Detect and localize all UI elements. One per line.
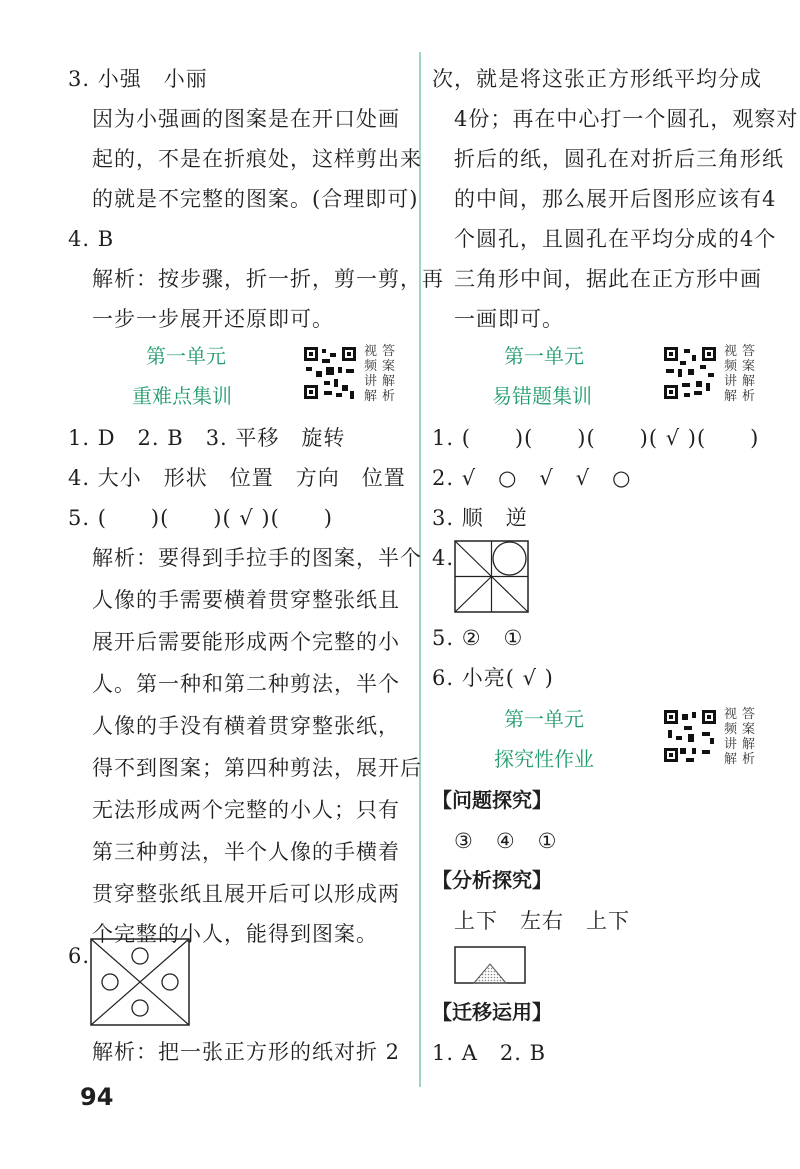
unit-title: 第一单元 [504,707,584,731]
qr-caption: 答 案 解 析 [742,344,756,404]
q6-explanation-cont: 次，就是将这张正方形纸平均分成 [432,67,762,91]
answer-5: 5. ( )( )( √ )( ) [68,506,333,530]
q5-explanation-line: 个完整的小人，能得到图案。 [92,922,378,946]
q5-explanation-line: 人像的手需要横着贯穿整张纸且 [92,588,400,612]
q4-answer: 4. B [68,227,115,251]
q6-explanation-cont: 的中间，那么展开后图形应该有4 [454,187,777,211]
section-answer: 上下 左右 上下 [454,909,630,933]
q6-explanation-cont: 三角形中间，据此在正方形中画 [454,267,762,291]
section-heading: 【迁移运用】 [432,1000,552,1024]
q5-explanation-line: 贯穿整张纸且展开后可以形成两 [92,882,400,906]
grid-figure [454,540,529,613]
q6-explanation-cont: 折后的纸，圆孔在对折后三角形纸 [454,147,784,171]
answer-5: 5. ② ① [432,626,524,650]
answer-6-label: 6. [68,944,91,968]
section-answer: ③ ④ ① [454,829,558,853]
qr-code-icon[interactable] [662,345,718,401]
answer-6: 6. 小亮( √ ) [432,666,554,690]
q6-explanation-cont: 一画即可。 [454,307,564,331]
q6-explanation-cont: 4份；再在中心打一个圆孔，观察对 [454,107,799,131]
q5-explanation-line: 第三种剪法，半个人像的手横着 [92,840,400,864]
q6-explanation-line: 解析：把一张正方形的纸对折 2 [92,1040,401,1064]
section-answer: 1. A 2. B [432,1041,547,1065]
qr-caption: 视 频 讲 解 [724,344,738,404]
page-number: 94 [80,1083,114,1111]
q3-reason-line: 起的，不是在折痕处，这样剪出来 [92,147,422,171]
q3-answer: 3. 小强 小丽 [68,67,208,91]
answer-3: 3. 顺 逆 [432,506,528,530]
answer-4-label: 4. [432,546,455,570]
q5-explanation-line: 无法形成两个完整的小人；只有 [92,798,400,822]
unit-subtitle: 探究性作业 [494,747,594,771]
answers-1-3: 1. D 2. B 3. 平移 旋转 [68,426,346,450]
qr-code-icon[interactable] [302,345,358,401]
qr-caption: 视 频 讲 解 [724,707,738,767]
qr-caption: 视 频 讲 解 [364,344,378,404]
q5-explanation-line: 解析：要得到手拉手的图案，半个 [92,546,422,570]
q4-explanation-line: 一步一步展开还原即可。 [92,307,334,331]
qr-caption: 答 案 解 析 [382,344,396,404]
unit-title: 第一单元 [146,344,226,368]
q5-explanation-line: 人像的手没有横着贯穿整张纸， [92,714,400,738]
section-heading: 【问题探究】 [432,788,552,812]
q5-explanation-line: 展开后需要能形成两个完整的小 [92,630,400,654]
unit-subtitle: 易错题集训 [492,384,592,408]
qr-code-icon[interactable] [662,708,718,764]
rectangle-triangle-figure [454,946,526,984]
qr-caption: 答 案 解 析 [742,707,756,767]
q4-explanation-line: 解析：按步骤，折一折，剪一剪，再 [92,267,444,291]
square-with-circles-figure [90,938,190,1026]
q3-reason-line: 因为小强画的图案是在开口处画 [92,107,400,131]
answer-4: 4. 大小 形状 位置 方向 位置 [68,466,406,490]
q5-explanation-line: 人。第一种和第二种剪法，半个 [92,672,400,696]
q5-explanation-line: 得不到图案；第四种剪法，展开后 [92,756,422,780]
q6-explanation-cont: 个圆孔，且圆孔在平均分成的4个 [454,227,777,251]
q3-reason-line: 的就是不完整的图案。(合理即可) [92,187,419,211]
unit-subtitle: 重难点集训 [132,384,232,408]
answer-2: 2. √ ○ √ √ ○ [432,466,632,490]
unit-title: 第一单元 [504,344,584,368]
answer-1: 1. ( )( )( )( √ )( ) [432,426,760,450]
section-heading: 【分析探究】 [432,868,552,892]
